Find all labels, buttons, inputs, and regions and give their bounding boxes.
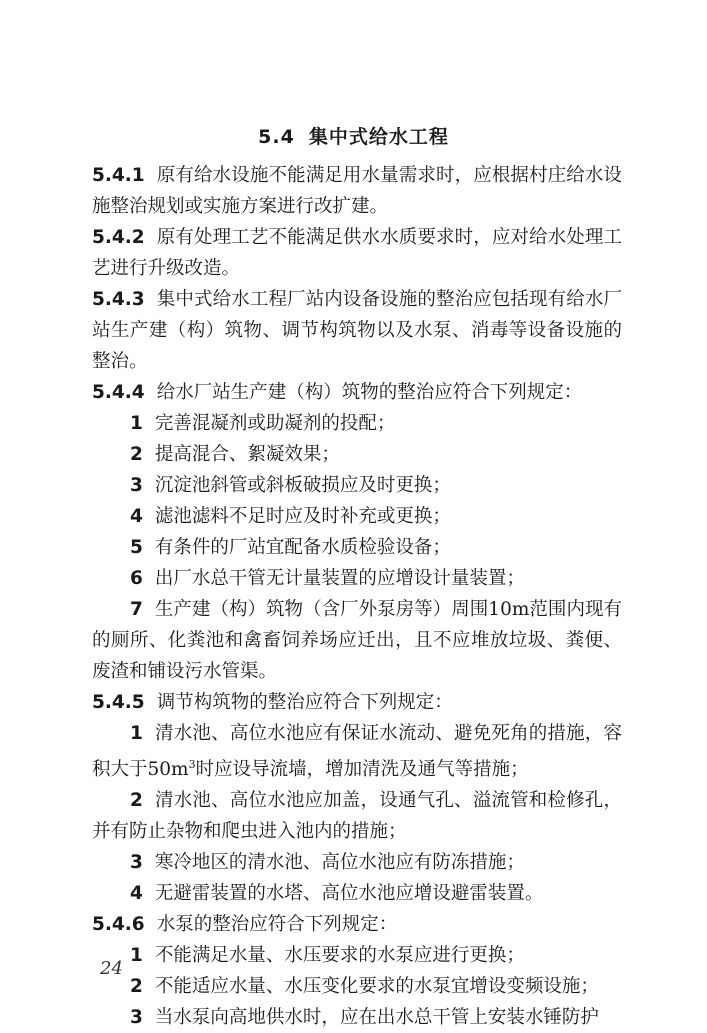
section-number: 5.4 bbox=[258, 126, 295, 148]
list-item bbox=[92, 439, 622, 470]
clause-number: 5.4.1 bbox=[92, 165, 145, 186]
item-number: 2 bbox=[130, 790, 143, 812]
item-text: 不能适应水量、水压变化要求的水泵宜增设变频设施； bbox=[154, 976, 599, 998]
item-text: 有条件的厂站宜配备水质检验设备； bbox=[154, 537, 451, 558]
list-item bbox=[92, 878, 622, 909]
item-text: 不能满足水量、水压要求的水泵应进行更换； bbox=[154, 945, 525, 967]
page-number: 24 bbox=[100, 958, 123, 979]
clause-text: 原有给水设施不能满足用水量需求时，应根据村庄给水设施整治规划或实施方案进行改扩建。 bbox=[92, 165, 622, 217]
clause-number: 5.4.3 bbox=[92, 289, 145, 310]
item-number: 7 bbox=[130, 599, 143, 620]
clause-5-4-2 bbox=[92, 222, 622, 284]
item-number: 2 bbox=[130, 444, 143, 465]
item-text: 滤池滤料不足时应及时补充或更换； bbox=[154, 506, 451, 527]
list-item bbox=[92, 408, 622, 439]
item-number: 1 bbox=[130, 413, 143, 434]
item-text: 寒冷地区的清水池、高位水池应有防冻措施； bbox=[154, 852, 525, 874]
clause-number: 5.4.6 bbox=[92, 914, 145, 936]
list-item bbox=[92, 785, 622, 847]
list-item bbox=[92, 940, 622, 971]
item-text: 生产建（构）筑物（含厂外泵房等）周围10m范围内现有的厕所、化粪池和禽畜饲养场应迁出，且不应堆放垃圾、粪便、废渣和铺设污水管渠。 bbox=[92, 599, 622, 682]
clause-text: 集中式给水工程厂站内设备设施的整治应包括现有给水厂站生产建（构）筑物、调节构筑物以及水泵、消毒等设备设施的整治。 bbox=[92, 289, 622, 372]
item-number: 1 bbox=[130, 945, 143, 967]
list-item bbox=[92, 470, 622, 501]
item-number: 6 bbox=[130, 568, 143, 589]
clause-5-4-4 bbox=[92, 377, 622, 408]
clause-number: 5.4.5 bbox=[92, 692, 145, 713]
clause-5-4-5 bbox=[92, 687, 622, 718]
section-title bbox=[0, 122, 707, 149]
clause-5-4-6 bbox=[92, 909, 622, 940]
item-number: 5 bbox=[130, 537, 143, 558]
section-title-text: 集中式给水工程 bbox=[308, 126, 449, 148]
document-body bbox=[92, 160, 622, 1033]
item-text-continued: 时应设导流墙，增加清洗及通气等措施； bbox=[195, 759, 529, 781]
list-item bbox=[92, 1002, 622, 1033]
list-item bbox=[92, 971, 622, 1002]
item-text: 提高混合、絮凝效果； bbox=[154, 444, 340, 465]
clause-text: 调节构筑物的整治应符合下列规定： bbox=[156, 692, 453, 713]
item-text: 当水泵向高地供水时，应在出水总干管上安装水锤防护 bbox=[154, 1007, 599, 1029]
item-text: 出厂水总干管无计量装置的应增设计量装置； bbox=[154, 568, 525, 589]
list-item bbox=[92, 563, 622, 594]
item-text: 清水池、高位水池应加盖，设通气孔、溢流管和检修孔，并有防止杂物和爬虫进入池内的措施； bbox=[92, 790, 622, 843]
clause-text: 水泵的整治应符合下列规定： bbox=[156, 914, 398, 936]
item-number: 1 bbox=[130, 723, 143, 744]
item-number: 4 bbox=[130, 506, 143, 527]
item-number: 3 bbox=[130, 852, 143, 874]
clause-number: 5.4.4 bbox=[92, 382, 145, 403]
item-text: 沉淀池斜管或斜板破损应及时更换； bbox=[154, 475, 451, 496]
item-number: 2 bbox=[130, 976, 143, 998]
item-number: 4 bbox=[130, 883, 143, 905]
clause-5-4-1 bbox=[92, 160, 622, 222]
clause-5-4-3 bbox=[92, 284, 622, 377]
superscript: 3 bbox=[188, 758, 196, 771]
item-text: 完善混凝剂或助凝剂的投配； bbox=[154, 413, 396, 434]
list-item bbox=[92, 718, 622, 785]
clause-text: 原有处理工艺不能满足供水水质要求时，应对给水处理工艺进行升级改造。 bbox=[92, 227, 622, 279]
item-text: 无避雷装置的水塔、高位水池应增设避雷装置。 bbox=[154, 883, 544, 905]
clause-number: 5.4.2 bbox=[92, 227, 145, 248]
item-number: 3 bbox=[130, 1007, 143, 1029]
item-number: 3 bbox=[130, 475, 143, 496]
list-item bbox=[92, 532, 622, 563]
list-item bbox=[92, 847, 622, 878]
list-item bbox=[92, 594, 622, 687]
item-text: 清水池、高位水池应有保证水流动、避免死角的措施，容积大于50m bbox=[92, 723, 622, 781]
list-item bbox=[92, 501, 622, 532]
clause-text: 给水厂站生产建（构）筑物的整治应符合下列规定： bbox=[156, 382, 583, 403]
